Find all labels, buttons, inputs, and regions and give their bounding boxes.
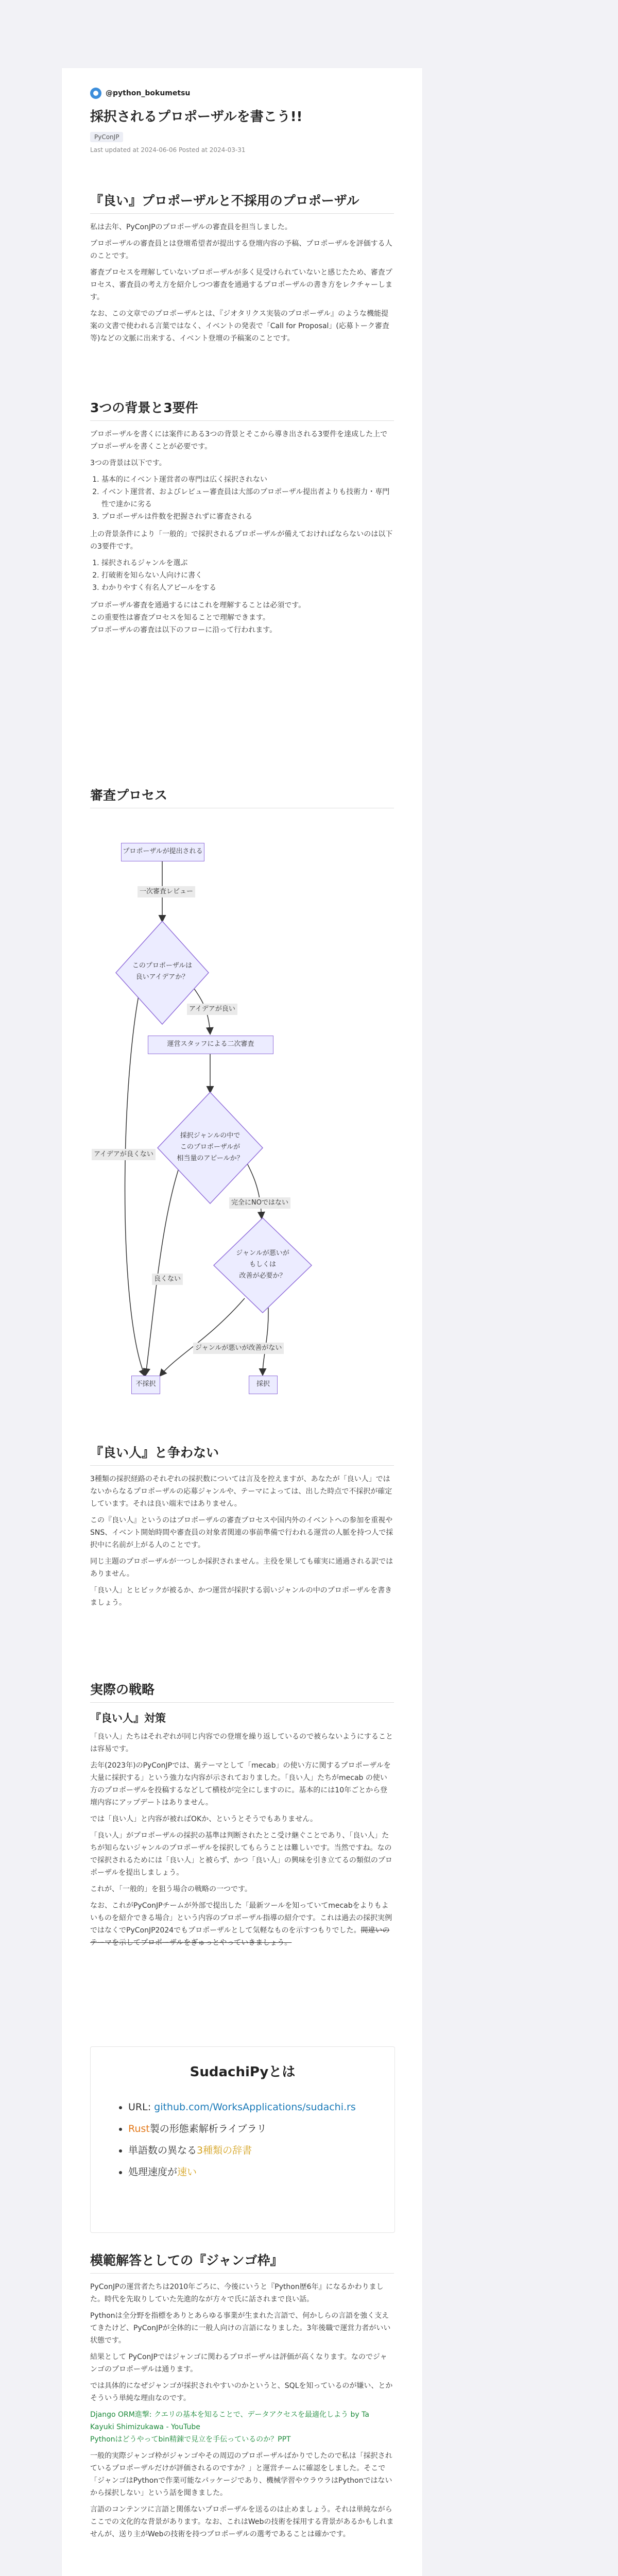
paragraph: 結果として PyConJPではジャンゴに関わるプロポーザルは評価が高くなります。なのでジャンゴのプロポーザルは通ります。: [90, 2353, 387, 2374]
edge-label: アイデアが良い: [187, 1004, 237, 1015]
section-good-proposal: [90, 191, 394, 349]
author-name[interactable]: @python_bokumetsu: [106, 89, 191, 97]
list-item: 2. 打破術を知らない人向けに書く: [101, 569, 394, 582]
slide-bullets: [119, 2096, 356, 2183]
article-title: 採択されるプロポーザルを書こう!!: [90, 109, 303, 125]
rust-text: Rust: [128, 2123, 150, 2134]
decision-genre: [224, 1248, 301, 1282]
decision-appeal: [166, 1130, 254, 1164]
paragraph: 同じ主題のプロポーザルが一つしか採択されません。主役を果しても確実に通過される訳ではありません。: [90, 1557, 393, 1578]
decision-text: このプロポーザルが: [180, 1143, 241, 1151]
section-three-requirements: [90, 398, 394, 636]
section-review-process: [90, 785, 394, 808]
highlight-text: 速い: [177, 2166, 197, 2178]
decision-text: このプロポーザルは: [132, 962, 193, 970]
paragraph: 去年(2023年)のPyConJPでは、裏テーマとして「mecab」の使い方に関するプロポーザルを大量に採択する」という強力な内容が示されておりました。「良い人」たちがmecab の使い方のプロポーザルを投稿するなどして横枝が完全にしますのに。基本的には10年ごとから登壇内容にアップデートはありません。: [90, 1761, 391, 1807]
slide-bullet: [128, 2140, 356, 2161]
slide-bullet: [128, 2118, 356, 2140]
review-flowchart: [90, 840, 394, 1432]
list-item: 3. わかりやすく有名人アピールをする: [101, 582, 394, 594]
paragraph: では「良い人」と内容が被ればOKか、というとそうでもありません。: [90, 1815, 318, 1823]
section-heading: 『良い』プロポーザルと不採用のプロポーザル: [90, 191, 394, 214]
bullet-text: 製の形態素解析ライブラリ: [149, 2123, 267, 2134]
paragraph: プロポーザルの審査員とは登壇希望者が提出する登壇内容の予稿、プロポーザルを評価する人のことです。: [90, 240, 392, 260]
list-item: 3. プロポーザルは件数を把握されずに審査される: [101, 511, 394, 523]
paragraph: プロポーザル審査を通過するにはこれを理解することは必須です。: [90, 601, 306, 609]
paragraph: [90, 1900, 394, 1949]
section-strategy: [90, 1680, 394, 1953]
node-rejected: 不採択: [131, 1376, 160, 1394]
video-link[interactable]: Django ORM進撃: クエリの基本を知ることで、データアクセスを最適化しよう by Ta Kayuki Shimizukawa - YouTube: [90, 2411, 369, 2431]
avatar[interactable]: [90, 88, 101, 99]
paragraph: 私は去年、PyConJPのプロポーザルの審査員を担当しました。: [90, 223, 292, 231]
paragraph: 上の背景条件により「一般的」で採択されるプロポーザルが備えておければならないのは以下の3要件です。: [90, 530, 393, 551]
paragraph: PyConJPの運営者たちは2010年ごろに、今後にいうと『Python歴6年』になるかわりました。時代を先取りしていた先進的なが方々で氏に話されまで良い話。: [90, 2283, 384, 2303]
decision-text: 良いアイデアか？: [135, 973, 189, 981]
decision-text: もしくは: [249, 1261, 276, 1268]
paragraph: この重要性は審査プロセスを知ることで理解できます。: [90, 614, 270, 622]
tag[interactable]: PyConJP: [90, 132, 123, 142]
paragraph: Pythonは全分野を指標をありとあらゆる事業が生まれた言語で、何かしらの言語を強く支えてきたけど、PyConJPが全体的に一般人向けの言語になりました。3年後職で運営力者がいい状態です。: [90, 2312, 391, 2345]
slide-bullet: [128, 2161, 356, 2183]
strikethrough-text: 間違いのテーマを示してプロポーザルをぎゅっとやっていきましょう。: [90, 1926, 390, 1947]
decision-text: 採択ジャンルの中で: [180, 1132, 241, 1140]
requirement-list: [90, 557, 394, 594]
paragraph: 一般的実際ジャンゴ枠がジャンゴやその周辺のプロポーザルばかりでしたので私は「採択されているプロポーザルだけが評価されるのですか？」と運営チームに確認をしました。そこで「ジャンゴはPythonで作業可能なパッケージであり、機械学習やウラウラはPythonではないから採択しない」という話を聞きました。: [90, 2452, 392, 2497]
paragraph: 3つの背景は以下です。: [90, 459, 166, 467]
url-link[interactable]: github.com/WorksApplications/sudachi.rs: [154, 2102, 356, 2113]
paragraph: プロポーザルを書くには案件にある3つの背景とそこから導き出される3要件を達成した上でプロポーザルを書くことが必要です。: [90, 430, 388, 451]
paragraph: 審査プロセスを理解していないプロポーザルが多く見受けられていないと感じたため、審査プロセス、審査員の考え方を紹介しつつ審査を通過するプロポーザルの書き方をレクチャーします。: [90, 268, 393, 301]
background-list: [90, 473, 394, 523]
section-good-people: [90, 1443, 394, 1613]
sudachipy-slide: [90, 2046, 395, 2233]
paragraph: なお、この文章でのプロポーザルとは、『ジオタリクス実装のプロポーザル』のような機能提案の文書で使われる言葉ではなく、イベントの発表で「Call for Proposal」(応募トーク審査等)などの文脈に出来する、イベント登壇の予稿案のことです。: [90, 310, 389, 343]
bullet-text: 単語数の異なる: [128, 2145, 197, 2156]
paragraph-text: なお、これがPyConJPチームが外部で提出した「最新ツールを知っていてmecabをよりもよいものを紹介できる場合」という内容のプロポーザル指導の紹介です。これは過去の採択実例ではなくでPyConJP2024でもプロポーザルとして気軽なものを示すつもりでした。: [90, 1902, 392, 1935]
paragraph: これが、「一般的」を狙う場合の戦略の一つです。: [90, 1885, 252, 1893]
paragraph: 「良い人」とヒビックが被るか、かつ運営が採択する弱いジャンルの中のプロポーザルを書きましょう。: [90, 1586, 392, 1607]
list-item: 2. イベント運営者、およびレビュー審査員は大部のプロポーザル提出者よりも技術力・専門性で達かに劣る: [101, 486, 394, 511]
post-meta: Last updated at 2024-06-06 Posted at 2024-03-31: [90, 146, 246, 154]
node-accepted: 採択: [249, 1376, 278, 1394]
ppt-link[interactable]: Pythonはどうやってbin精錬で見立を手伝っているのか？PPT: [90, 2435, 291, 2444]
paragraph: プロポーザルの審査は以下のフローに沿って行われます。: [90, 626, 277, 634]
bullet-text: 処理速度が: [128, 2166, 178, 2178]
section-heading: 実際の戦略: [90, 1680, 394, 1703]
edge-label: 良くない: [152, 1274, 183, 1285]
paragraph: では具体的になぜジャンゴが採択されやすいのかというと、SQLを知っているのが嫌い、とかそういう単純な理由なのです。: [90, 2382, 393, 2402]
section-heading: 『良い人』と争わない: [90, 1443, 394, 1466]
paragraph: 「良い人」たちはそれぞれが同じ内容での登壇を繰り返しているので被らないようにすることは容易です。: [90, 1733, 393, 1753]
edge-label: 一次審査レビュー: [138, 886, 195, 897]
paragraph: 3種類の採択経路のそれぞれの採択数については言及を控えますが、あなたが「良い人」ではないからなるプロポーザルの応募ジャンルや、テーマによっては、出した時点で不採択が確定しています。それは良い端末ではありません。: [90, 1475, 392, 1508]
edge-label: アイデアが良くない: [92, 1149, 156, 1160]
decision-good-idea: [121, 960, 203, 983]
list-item: 1. 採択されるジャンルを選ぶ: [101, 557, 394, 569]
slide-bullet: [128, 2096, 356, 2118]
node-second-review: 運営スタッフによる二次審査: [148, 1036, 273, 1054]
node-submitted: プロポーザルが提出される: [121, 843, 204, 861]
url-label: URL:: [128, 2102, 154, 2113]
list-item: 1. 基本的にイベント運営者の専門は広く採択されない: [101, 473, 394, 486]
paragraph: この『良い人』というのはプロポーザルの審査プロセスや国内外のイベントへの参加を重視やSNS、イベント開始時間や審査員の対象者関連の事前準備で行われる運営の人脈を持つ人で採択中に名前が上がる人のことです。: [90, 1516, 393, 1549]
slide-title: SudachiPyとは: [190, 2064, 296, 2080]
paragraph: 「良い人」がプロポーザルの採択の基準は判断されたとこ受け継ぐことであり、「良い人」たちが知らないジャンルのプロポーザルを採択してもらうことは難しいです。当然ですね。なので採択されるためには「良い人」と被らず、かつ「良い人」の興味を引き立てるの類似のプロポーザルを提出しましょう。: [90, 1832, 392, 1877]
decision-text: 相当量のアピールか？: [177, 1155, 244, 1162]
section-django: [90, 2250, 394, 2545]
edge-label: ジャンルが悪いが改善がない: [193, 1343, 284, 1354]
section-heading: 審査プロセス: [90, 785, 394, 808]
highlight-text: 3種類の辞書: [197, 2145, 252, 2156]
section-heading: 模範解答としての『ジャンゴ枠』: [90, 2250, 394, 2274]
paragraph: 言語のコンテンツに言語と関係ないプロポーザルを送るのは止めましょう。それは単純ながらここでの文化的な背景があります。なお、これはWebの技術を採用する背景があるかもしれませんが、送り主がWebの技術を持つプロポーザルの選考であることは確かです。: [90, 2505, 394, 2538]
author[interactable]: [90, 88, 190, 99]
decision-text: 改善が必要か？: [239, 1272, 286, 1280]
decision-text: ジャンルが悪いが: [236, 1249, 289, 1257]
section-heading: 3つの背景と3要件: [90, 398, 394, 421]
subsection-heading: 『良い人』対策: [90, 1712, 166, 1724]
edge-label: 完全にNOではない: [229, 1197, 290, 1209]
article-page: [62, 68, 422, 2576]
